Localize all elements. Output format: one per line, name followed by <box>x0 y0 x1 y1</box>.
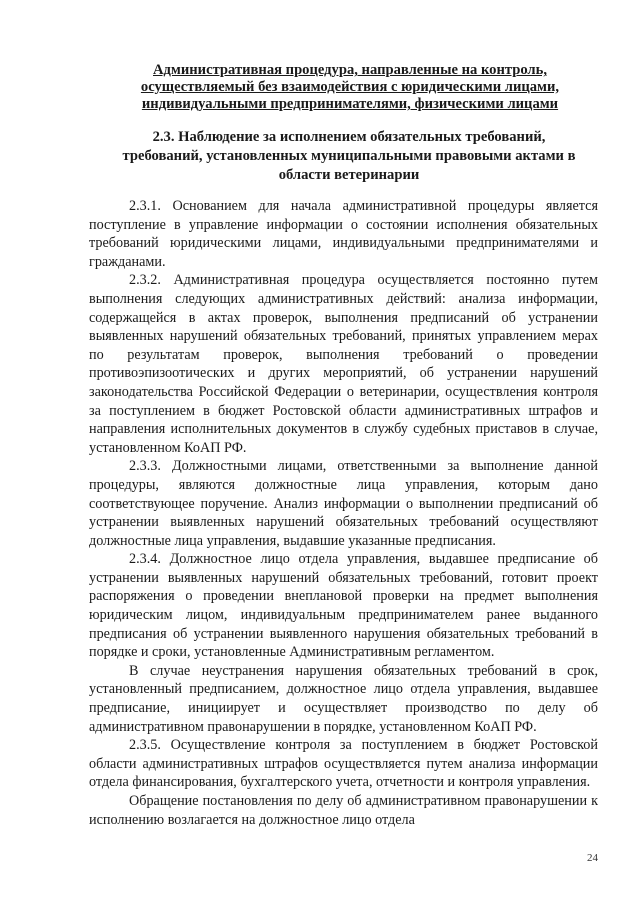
section-heading-line-2: требований, установленных муниципальными правовыми актами в <box>122 148 576 164</box>
procedure-heading-line-3: индивидуальными предпринимателями, физическими лицами <box>141 96 559 112</box>
paragraph-enforcement: Обращение постановления по делу об административном правонарушении к исполнению возлагается на должностное лицо отдела <box>89 793 598 828</box>
paragraph-2-3-2: 2.3.2. Административная процедура осуществляется постоянно путем выполнения следующих административных действий: анализа информации, содержащейся в актах проверок, выполнения предписаний об устранении выявленных нарушений обязательных требований, принятых управлением мерах по результатам проверок, выполнения требований о проведении противоэпизоотических и других мероприятий, об устранении нарушений законодательства Российской Федерации о ветеринарии, осуществления контроля за поступлением в бюджет Ростовской области административных штрафов и направления исполнительных документов в службу судебных приставов в случае, установленном КоАП РФ. <box>89 272 598 456</box>
paragraph-2-3-3: 2.3.3. Должностными лицами, ответственными за выполнение данной процедуры, являются должностные лица управления, которым дано соответствующее поручение. Анализ информации о выполнении предписаний об устранении выявленных нарушений обязательных требований осуществляют должностные лица управления, выдавшие указанные предписания. <box>89 458 598 549</box>
section-heading-line-1: 2.3. Наблюдение за исполнением обязательных требований, <box>152 129 546 145</box>
procedure-heading <box>100 62 600 113</box>
section-heading-line-3: области ветеринарии <box>278 167 420 183</box>
paragraph-2-3-4: 2.3.4. Должностное лицо отдела управления, выдавшее предписание об устранении выявленных нарушений обязательных требований, готовит проект распоряжения о проведении внеплановой проверки на предмет выполнения юридическим лицом, индивидуальным предпринимателем ранее выданного предписания об устранении выявленного нарушения обязательных требований в порядке и сроки, установленные Административным регламентом. <box>89 551 598 661</box>
document-body <box>89 197 598 829</box>
section-heading <box>84 128 614 185</box>
paragraph-2-3-5: 2.3.5. Осуществление контроля за поступлением в бюджет Ростовской области административных штрафов осуществляется путем анализа информации отдела финансирования, бухгалтерского учета, отчетности и контроля управления. <box>89 737 598 791</box>
paragraph-2-3-1: 2.3.1. Основанием для начала административной процедуры является поступление в управление информации о состоянии исполнения обязательных требований юридическими лицами, индивидуальными предпринимателями и гражданами. <box>89 198 598 270</box>
procedure-heading-line-1: Административная процедура, направленные на контроль, <box>153 62 547 78</box>
paragraph-non-compliance: В случае неустранения нарушения обязательных требований в срок, установленный предписанием, должностное лицо отдела управления, выдавшее предписание, инициирует и осуществляет производство по делу об административном правонарушении в порядке, установленном КоАП РФ. <box>89 662 598 735</box>
procedure-heading-line-2: осуществляемый без взаимодействия с юридическими лицами, <box>140 79 560 95</box>
page-number: 24 <box>587 852 598 864</box>
